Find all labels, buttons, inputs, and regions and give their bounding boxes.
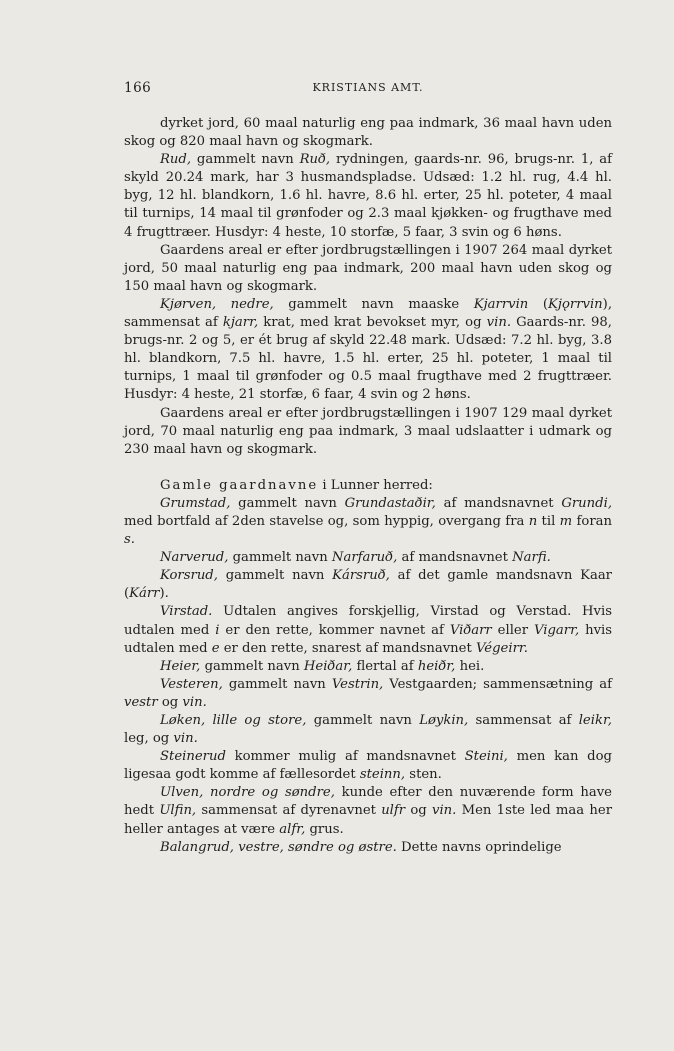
text-run: Narfaruð, bbox=[331, 550, 398, 566]
text-run: ulfr bbox=[381, 803, 406, 819]
paragraph bbox=[124, 603, 612, 657]
text-run: n bbox=[528, 513, 538, 529]
page-number: 166 bbox=[124, 80, 152, 96]
paragraph bbox=[124, 784, 612, 838]
text-run: leg, og bbox=[124, 731, 174, 747]
paragraph bbox=[124, 115, 612, 151]
text-run: Vestrin, bbox=[331, 676, 384, 692]
text-run: leikr, bbox=[578, 713, 612, 728]
text-run: m bbox=[559, 513, 573, 529]
paragraph bbox=[124, 658, 612, 676]
text-run: Heier, bbox=[160, 658, 201, 674]
text-run: sammensat af bbox=[468, 713, 579, 728]
text-run: er den rette, snarest af mandsnavnet bbox=[219, 640, 476, 656]
text-run: Vesteren, bbox=[160, 676, 223, 692]
text-run: Kjørven, nedre, bbox=[160, 296, 274, 312]
text-run: Viðarr bbox=[449, 622, 492, 638]
text-run: vin. bbox=[182, 694, 207, 710]
paragraph bbox=[124, 549, 612, 567]
text-run: gammelt navn bbox=[230, 495, 345, 511]
text-run: sten. bbox=[405, 767, 442, 783]
paragraph bbox=[124, 567, 612, 603]
text-run: hvis udtalen med bbox=[124, 622, 613, 656]
text-run: gammelt navn bbox=[200, 658, 304, 674]
paragraph bbox=[124, 495, 612, 549]
text-run: Gaards-nr. 98, brugs-nr. 2 og 5, er ét brug af skyld 22.48 mark. Udsæd: 7.2 hl. byg, 3.8 hl. blandkorn, 7.5 hl. havre, 1.5 hl. erter, 25 hl. poteter, 1 maal til turnips, 1 maal til grønfoder og 0.5 maal frugthave med 2 frugttræer. Husdyr: 4 heste, 21 storfæ, 6 faar, 4 svin og 2 høns. bbox=[124, 315, 612, 403]
text-run: Gaardens areal er efter jordbrugstællingen i 1907 264 maal dyrket jord, 50 maal naturlig eng paa indmark, 200 maal havn uden skog og 150 maal havn og skogmark. bbox=[124, 242, 612, 294]
text-run: rydningen, gaards-nr. 96, brugs-nr. 1, af skyld 20.24 mark, har 3 husmandspladse. Udsæd: 1.2 hl. rug, 4.4 hl. byg, 12 hl. blandkorn, 1.6 hl. havre, 8.6 hl. erter, 25 hl. poteter, 4 maal til turnips, 14 maal til grønfoder og 2.3 maal kjøkken- og frugthave med 4 frugttræer. Husdyr: 4 heste, 10 storfæ, 5 faar, 3 svin og 6 høns. bbox=[124, 152, 612, 240]
text-run: Narfi. bbox=[512, 550, 551, 566]
text-run: Kárr bbox=[129, 586, 160, 602]
text-run: Dette navns oprindelige bbox=[396, 839, 562, 855]
text-run: steinn, bbox=[359, 767, 406, 783]
text-run: til bbox=[537, 513, 560, 529]
paragraph bbox=[124, 748, 612, 784]
text-run: ( bbox=[528, 296, 549, 312]
text-run: Vestgaarden; sammensætning af bbox=[383, 676, 613, 692]
text-run: gammelt navn bbox=[222, 676, 332, 692]
text-run: Ruð, bbox=[299, 152, 331, 168]
text-run: Ulven, nordre og søndre, bbox=[160, 785, 335, 801]
text-run: Løykin, bbox=[419, 713, 469, 728]
text-run: eller bbox=[491, 622, 534, 638]
text-run: Korsrud, bbox=[160, 568, 218, 584]
text-run: Grumstad, bbox=[160, 495, 231, 511]
paragraph bbox=[124, 296, 612, 405]
text-run: gammelt navn bbox=[217, 568, 333, 584]
text-run: dyrket jord, 60 maal naturlig eng paa indmark, 36 maal havn uden skog og 820 maal havn og skogmark. bbox=[124, 116, 612, 150]
text-run: af mandsnavnet bbox=[435, 495, 562, 511]
text-run: i Lunner herred: bbox=[318, 477, 433, 493]
text-run: ), sammensat af bbox=[124, 296, 613, 331]
paragraph bbox=[124, 477, 612, 495]
text-run: Kjarrvin bbox=[473, 296, 529, 312]
text-run: Narverud, bbox=[160, 550, 229, 566]
text-run: kommer mulig af mandsnavnet bbox=[225, 749, 465, 765]
text-run: sammensat af dyrenavnet bbox=[196, 803, 382, 819]
text-run: grus. bbox=[305, 821, 344, 837]
text-run: Udtalen angives forskjellig, Virstad og Verstad. Hvis udtalen med bbox=[124, 604, 612, 638]
text-run: hei. bbox=[455, 658, 485, 674]
page-header bbox=[124, 80, 612, 100]
text-run: Gaardens areal er efter jordbrugstællingen i 1907 129 maal dyrket jord, 70 maal naturlig eng paa indmark, 3 maal udslaatter i udmark og 230 maal havn og skogmark. bbox=[124, 405, 612, 457]
text-run: gammelt navn bbox=[306, 713, 420, 728]
text-run: Men 1ste led maa her heller antages at være bbox=[124, 803, 613, 837]
paragraph bbox=[124, 151, 612, 241]
text-run: Ulfin, bbox=[159, 803, 197, 819]
paragraph bbox=[124, 242, 612, 296]
text-run: Végeirr. bbox=[475, 640, 528, 656]
text-run: s. bbox=[124, 532, 135, 548]
text-run: og bbox=[157, 694, 183, 710]
text-run: kjarr, bbox=[222, 315, 259, 331]
text-run: Grundi, bbox=[561, 495, 613, 511]
text-run: Steinerud bbox=[160, 749, 226, 765]
text-run: Løken, lille og store, bbox=[160, 713, 307, 728]
text-run: gammelt navn bbox=[228, 550, 332, 566]
text-run: med bortfald af 2den stavelse og, som hyppig, overgang fra bbox=[124, 513, 529, 529]
paragraph bbox=[124, 405, 612, 459]
text-run: vin. bbox=[173, 731, 198, 747]
text-run: Steini, bbox=[464, 749, 508, 765]
text-run: er den rette, kommer navnet af bbox=[219, 622, 450, 638]
text-run: vestr bbox=[124, 694, 158, 710]
text-run: men kan dog ligesaa godt komme af fællesordet bbox=[124, 749, 612, 783]
text-run: Gamle gaardnavne bbox=[160, 477, 319, 493]
text-run: ). bbox=[159, 586, 169, 602]
running-head: KRISTIANS AMT. bbox=[312, 81, 424, 94]
text-run: Virstad. bbox=[160, 604, 213, 620]
text-run: af mandsnavnet bbox=[397, 550, 513, 566]
paragraph bbox=[124, 676, 612, 712]
text-run: i bbox=[215, 622, 220, 638]
text-run: krat, med krat bevokset myr, og bbox=[258, 315, 487, 331]
text-run: Kjǫrrvin bbox=[548, 296, 603, 312]
text-run: Balangrud, vestre, søndre og østre. bbox=[160, 839, 397, 855]
text-run: alfr, bbox=[279, 821, 306, 837]
text-run: flertal af bbox=[352, 658, 418, 674]
text-run: kunde efter den nuværende form have hedt bbox=[124, 785, 612, 819]
text-run: gammelt navn bbox=[191, 152, 300, 168]
text-run: Kársruð, bbox=[332, 568, 390, 584]
paragraph bbox=[124, 712, 612, 748]
text-run: Rud, bbox=[160, 152, 192, 168]
text-run: heiðr, bbox=[417, 658, 456, 674]
text-run: Vigarr, bbox=[533, 622, 580, 638]
text-run: vin. bbox=[432, 803, 457, 819]
text-run: Heiðar, bbox=[303, 658, 353, 674]
text-run: e bbox=[211, 640, 220, 656]
paragraph bbox=[124, 839, 612, 857]
text-run: Grundastaðir, bbox=[344, 495, 436, 511]
text-run: af det gamle mandsnavn Kaar ( bbox=[124, 568, 612, 602]
text-run: foran bbox=[572, 513, 612, 529]
body-text bbox=[124, 115, 612, 857]
text-run: og bbox=[405, 803, 432, 819]
text-run: gammelt navn maaske bbox=[273, 296, 474, 312]
text-run: vin. bbox=[486, 315, 512, 331]
